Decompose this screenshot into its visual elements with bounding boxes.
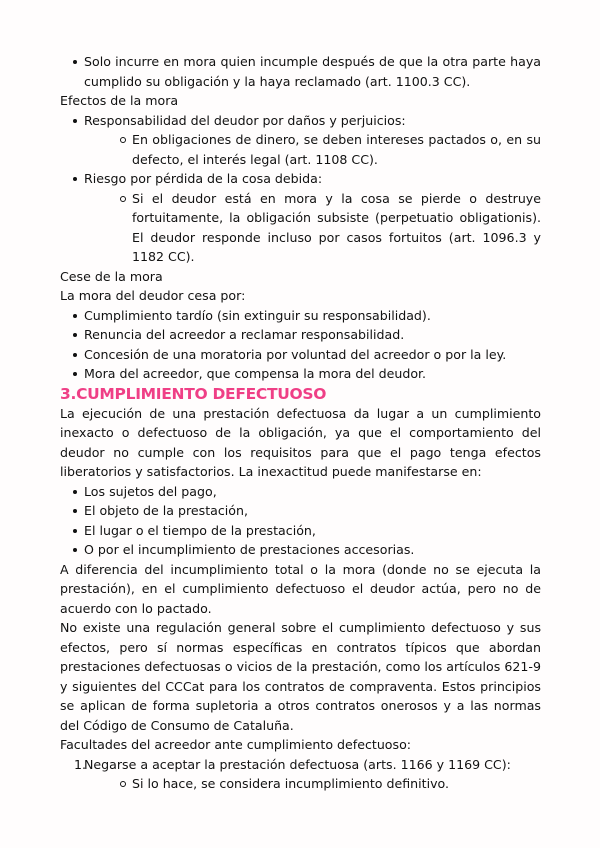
list-item: Concesión de una moratoria por voluntad del acreedor o por la ley. bbox=[60, 345, 541, 365]
list-item: Mora del acreedor, que compensa la mora del deudor. bbox=[60, 364, 541, 384]
paragraph: La ejecución de una prestación defectuosa da lugar a un cumplimiento inexacto o defectuoso de la obligación, ya que el comportamiento del deudor no cumple con los requisitos para que el pago tenga efectos liberatorios y satisfactorios. La inexactitud puede manifestarse en: bbox=[60, 405, 541, 479]
bullet-list-cese bbox=[60, 306, 541, 384]
paragraph: Facultades del acreedor ante cumplimiento defectuoso: bbox=[60, 737, 412, 752]
list-item-label: Responsabilidad del deudor por daños y perjuicios: bbox=[84, 112, 406, 128]
numbered-item bbox=[60, 755, 541, 794]
paragraph: A diferencia del incumplimiento total o la mora (donde no se ejecuta la prestación), en el cumplimiento defectuoso el deudor actúa, pero no de acuerdo con lo pactado. bbox=[60, 561, 541, 616]
paragraph: No existe una regulación general sobre el cumplimiento defectuoso y sus efectos, pero sí normas específicas en contratos típicos que abordan prestaciones defectuosas o vicios de la prestación, como los artículos 621-9 y siguientes del CCCat para los contratos de compraventa. Estos principios se aplican de forma supletoria a otros contratos onerosos y a las normas del Código de Consumo de Cataluña. bbox=[60, 620, 541, 733]
list-item bbox=[60, 169, 541, 267]
list-item: El objeto de la prestación, bbox=[60, 501, 541, 521]
section-heading: 3.CUMPLIMIENTO DEFECTUOSO bbox=[60, 384, 327, 403]
cese-intro: La mora del deudor cesa por: bbox=[60, 288, 246, 303]
list-item bbox=[60, 111, 541, 170]
sub-list-item: En obligaciones de dinero, se deben intereses pactados o, en su defecto, el interés legal (art. 1108 CC). bbox=[84, 130, 541, 169]
list-item: Cumplimiento tardío (sin extinguir su responsabilidad). bbox=[60, 306, 541, 326]
bullet-list-efectos bbox=[60, 111, 541, 267]
bullet-list-inexactitud bbox=[60, 482, 541, 560]
numbered-list bbox=[60, 755, 541, 794]
list-item: El lugar o el tiempo de la prestación, bbox=[60, 521, 541, 541]
numbered-item-label: Negarse a aceptar la prestación defectuosa (arts. 1166 y 1169 CC): bbox=[84, 756, 511, 772]
document-page bbox=[60, 52, 541, 794]
sub-list-item: Si el deudor está en mora y la cosa se pierde o destruye fortuitamente, la obligación subsiste (perpetuatio obligationis). El deudor responde incluso por casos fortuitos (art. 1096.3 y 1182 CC). bbox=[84, 189, 541, 267]
list-item: O por el incumplimiento de prestaciones accesorias. bbox=[60, 540, 541, 560]
list-item-label: Riesgo por pérdida de la cosa debida: bbox=[84, 171, 323, 186]
subheading-efectos: Efectos de la mora bbox=[60, 93, 179, 108]
bullet-list-mora bbox=[60, 52, 541, 91]
sub-list-item: Si lo hace, se considera incumplimiento definitivo. bbox=[84, 774, 541, 794]
list-item: Renuncia del acreedor a reclamar responsabilidad. bbox=[60, 325, 541, 345]
list-item: Solo incurre en mora quien incumple después de que la otra parte haya cumplido su obligación y la haya reclamado (art. 1100.3 CC). bbox=[60, 52, 541, 91]
subheading-cese: Cese de la mora bbox=[60, 268, 163, 284]
list-item: Los sujetos del pago, bbox=[60, 482, 541, 502]
item-number: 1. bbox=[74, 756, 87, 772]
